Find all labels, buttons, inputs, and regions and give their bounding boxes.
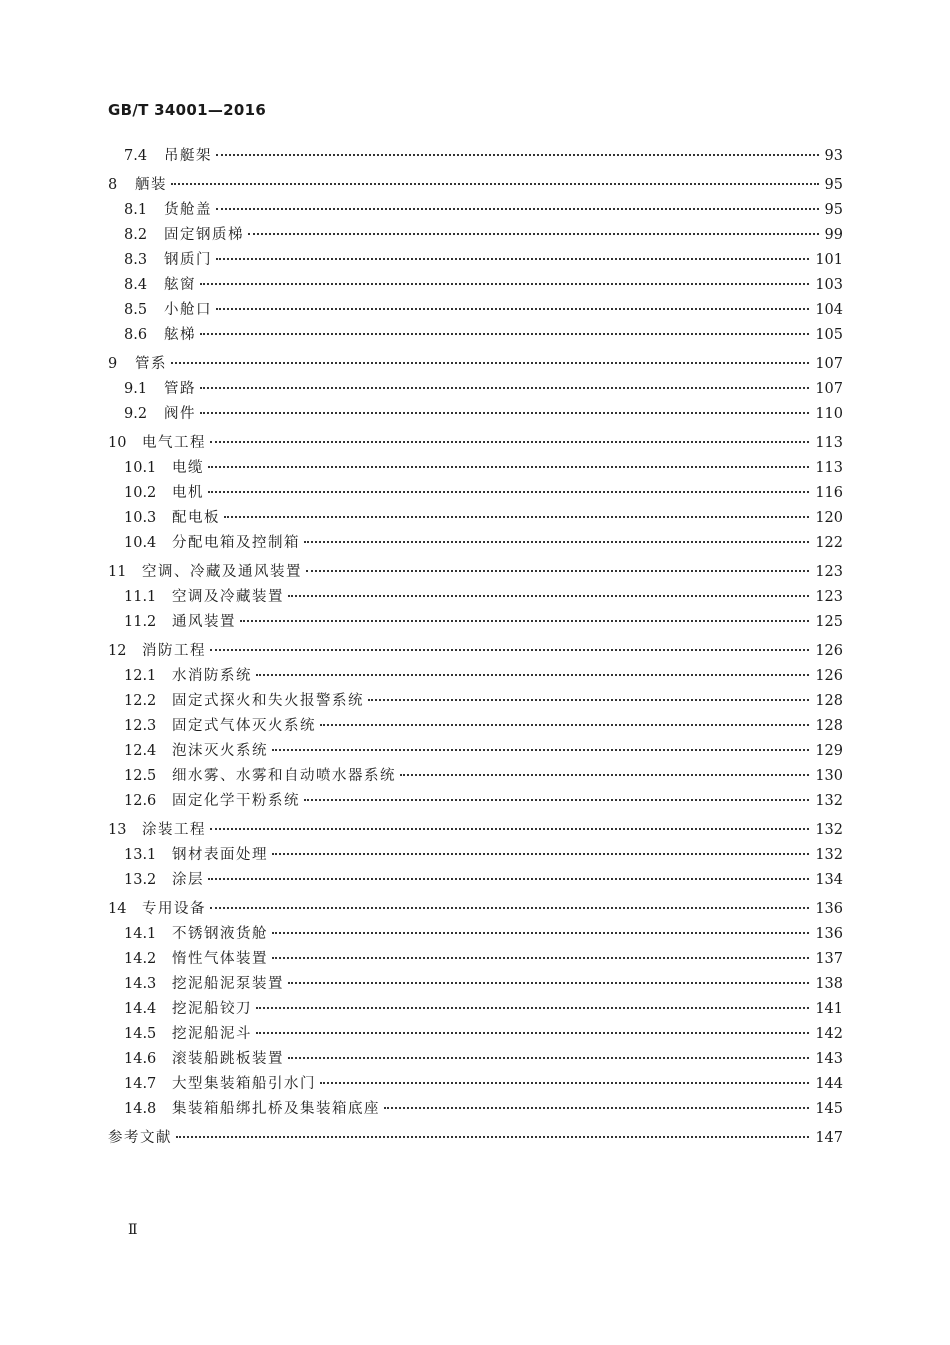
toc-entry-page: 107 bbox=[815, 381, 843, 397]
dot-leader bbox=[171, 183, 819, 185]
dot-leader bbox=[304, 799, 809, 801]
dot-leader bbox=[176, 1136, 809, 1138]
toc-entry-title: 集装箱船绑扎桥及集装箱底座 bbox=[172, 1101, 380, 1117]
toc-entry[interactable] bbox=[108, 972, 843, 997]
toc-entry-page: 125 bbox=[815, 614, 843, 630]
toc-entry-number: 14.7 bbox=[124, 1076, 157, 1092]
toc-entry[interactable] bbox=[108, 173, 843, 198]
dot-leader bbox=[208, 466, 809, 468]
dot-leader bbox=[200, 387, 809, 389]
toc-entry-title: 空调及冷藏装置 bbox=[172, 589, 284, 605]
toc-entry-page: 101 bbox=[815, 252, 843, 268]
dot-leader bbox=[240, 620, 809, 622]
toc-entry-page: 95 bbox=[824, 177, 843, 193]
toc-entry-number: 14.8 bbox=[124, 1101, 157, 1117]
toc-entry-number: 9 bbox=[108, 356, 118, 372]
toc-entry-page: 132 bbox=[815, 847, 843, 863]
dot-leader bbox=[304, 541, 809, 543]
toc-entry-title: 钢质门 bbox=[164, 252, 212, 268]
toc-entry[interactable] bbox=[108, 1072, 843, 1097]
toc-entry-title: 消防工程 bbox=[142, 643, 206, 659]
toc-entry-page: 95 bbox=[824, 202, 843, 218]
toc-entry-number: 8.5 bbox=[124, 302, 148, 318]
dot-leader bbox=[224, 516, 809, 518]
dot-leader bbox=[216, 154, 819, 156]
toc-entry-number: 8.4 bbox=[124, 277, 148, 293]
toc-entry[interactable] bbox=[108, 248, 843, 273]
dot-leader bbox=[288, 595, 809, 597]
toc-entry-title: 管系 bbox=[135, 356, 167, 372]
toc-entry-title: 不锈钢液货舱 bbox=[172, 926, 268, 942]
toc-entry-number: 11.1 bbox=[124, 589, 157, 605]
dot-leader bbox=[272, 932, 809, 934]
toc-entry-number: 12.4 bbox=[124, 743, 157, 759]
toc-entry-page: 134 bbox=[815, 872, 843, 888]
toc-entry[interactable] bbox=[108, 531, 843, 556]
toc-entry-number: 14.1 bbox=[124, 926, 157, 942]
table-of-contents bbox=[108, 144, 843, 1151]
toc-entry-page: 143 bbox=[815, 1051, 843, 1067]
toc-entry-number: 11.2 bbox=[124, 614, 157, 630]
toc-entry[interactable] bbox=[108, 922, 843, 947]
dot-leader bbox=[200, 412, 809, 414]
toc-entry-number: 12.5 bbox=[124, 768, 157, 784]
dot-leader bbox=[210, 649, 809, 651]
toc-entry-title: 固定式气体灭火系统 bbox=[172, 718, 316, 734]
toc-entry-number: 14.6 bbox=[124, 1051, 157, 1067]
toc-entry-number: 12 bbox=[108, 643, 127, 659]
toc-entry-number: 10 bbox=[108, 435, 127, 451]
toc-entry-number: 14.4 bbox=[124, 1001, 157, 1017]
toc-entry[interactable] bbox=[108, 739, 843, 764]
toc-entry-title: 泡沫灭火系统 bbox=[172, 743, 268, 759]
dot-leader bbox=[216, 258, 809, 260]
toc-entry-page: 113 bbox=[815, 460, 843, 476]
toc-entry[interactable] bbox=[108, 223, 843, 248]
toc-entry-title: 固定式探火和失火报警系统 bbox=[172, 693, 364, 709]
toc-entry-page: 145 bbox=[815, 1101, 843, 1117]
toc-entry[interactable] bbox=[108, 585, 843, 610]
toc-entry-number: 8.1 bbox=[124, 202, 148, 218]
toc-entry-number: 14.5 bbox=[124, 1026, 157, 1042]
toc-entry-title: 空调、冷藏及通风装置 bbox=[142, 564, 302, 580]
toc-entry-page: 99 bbox=[824, 227, 843, 243]
dot-leader bbox=[210, 907, 809, 909]
toc-entry-title: 细水雾、水雾和自动喷水器系统 bbox=[172, 768, 396, 784]
toc-entry[interactable] bbox=[108, 689, 843, 714]
toc-entry[interactable] bbox=[108, 431, 843, 456]
toc-entry-page: 129 bbox=[815, 743, 843, 759]
toc-entry-title: 小舱口 bbox=[164, 302, 212, 318]
toc-entry[interactable] bbox=[108, 947, 843, 972]
toc-entry-page: 123 bbox=[815, 564, 843, 580]
toc-entry[interactable] bbox=[108, 273, 843, 298]
toc-entry-page: 104 bbox=[815, 302, 843, 318]
dot-leader bbox=[200, 333, 809, 335]
toc-entry-title: 滚装船跳板装置 bbox=[172, 1051, 284, 1067]
toc-entry-title: 专用设备 bbox=[142, 901, 206, 917]
toc-entry-page: 103 bbox=[815, 277, 843, 293]
toc-entry[interactable] bbox=[108, 1097, 843, 1122]
toc-entry[interactable] bbox=[108, 610, 843, 635]
toc-entry-page: 116 bbox=[815, 485, 843, 501]
toc-entry-number: 10.3 bbox=[124, 510, 157, 526]
toc-entry-page: 137 bbox=[815, 951, 843, 967]
toc-entry-page: 110 bbox=[815, 406, 843, 422]
dot-leader bbox=[208, 491, 809, 493]
toc-entry-title: 吊艇架 bbox=[164, 148, 212, 164]
toc-entry-page: 136 bbox=[815, 926, 843, 942]
page-number: Ⅱ bbox=[128, 1222, 138, 1238]
toc-entry-number: 12.6 bbox=[124, 793, 157, 809]
toc-entry[interactable] bbox=[108, 868, 843, 893]
dot-leader bbox=[272, 957, 809, 959]
toc-entry[interactable] bbox=[108, 843, 843, 868]
dot-leader bbox=[320, 1082, 809, 1084]
toc-entry[interactable] bbox=[108, 897, 843, 922]
dot-leader bbox=[400, 774, 809, 776]
toc-entry-page: 126 bbox=[815, 668, 843, 684]
toc-entry-number: 12.1 bbox=[124, 668, 157, 684]
toc-entry[interactable] bbox=[108, 377, 843, 402]
toc-entry[interactable] bbox=[108, 1022, 843, 1047]
toc-entry-page: 141 bbox=[815, 1001, 843, 1017]
toc-entry-number: 12.3 bbox=[124, 718, 157, 734]
dot-leader bbox=[320, 724, 809, 726]
toc-entry[interactable] bbox=[108, 456, 843, 481]
toc-entry-number: 12.2 bbox=[124, 693, 157, 709]
toc-entry-page: 122 bbox=[815, 535, 843, 551]
dot-leader bbox=[272, 853, 809, 855]
toc-entry[interactable] bbox=[108, 560, 843, 585]
dot-leader bbox=[306, 570, 809, 572]
toc-entry-title: 挖泥船泥斗 bbox=[172, 1026, 252, 1042]
toc-entry[interactable] bbox=[108, 789, 843, 814]
toc-entry-page: 144 bbox=[815, 1076, 843, 1092]
dot-leader bbox=[248, 233, 819, 235]
toc-entry[interactable] bbox=[108, 323, 843, 348]
toc-entry-number: 13.2 bbox=[124, 872, 157, 888]
dot-leader bbox=[200, 283, 809, 285]
dot-leader bbox=[208, 878, 809, 880]
toc-entry[interactable] bbox=[108, 664, 843, 689]
dot-leader bbox=[210, 828, 809, 830]
toc-entry-page: 142 bbox=[815, 1026, 843, 1042]
toc-entry[interactable] bbox=[108, 352, 843, 377]
toc-entry-page: 105 bbox=[815, 327, 843, 343]
toc-entry[interactable] bbox=[108, 714, 843, 739]
dot-leader bbox=[256, 1032, 809, 1034]
toc-entry-number: 13 bbox=[108, 822, 127, 838]
toc-entry-page: 138 bbox=[815, 976, 843, 992]
toc-entry-page: 132 bbox=[815, 822, 843, 838]
toc-entry-number: 11 bbox=[108, 564, 127, 580]
toc-entry-number: 7.4 bbox=[124, 148, 148, 164]
toc-entry-number: 8.3 bbox=[124, 252, 148, 268]
toc-entry-title: 阀件 bbox=[164, 406, 196, 422]
toc-entry-title: 电机 bbox=[172, 485, 204, 501]
toc-entry-title: 水消防系统 bbox=[172, 668, 252, 684]
toc-entry-page: 120 bbox=[815, 510, 843, 526]
toc-entry-title: 大型集装箱船引水门 bbox=[172, 1076, 316, 1092]
toc-entry-number: 10.2 bbox=[124, 485, 157, 501]
toc-entry-title: 舷梯 bbox=[164, 327, 196, 343]
toc-entry-number: 8.6 bbox=[124, 327, 148, 343]
dot-leader bbox=[368, 699, 809, 701]
toc-entry[interactable] bbox=[108, 818, 843, 843]
toc-entry-number: 14.2 bbox=[124, 951, 157, 967]
toc-entry-number: 10.4 bbox=[124, 535, 157, 551]
toc-entry-number: 13.1 bbox=[124, 847, 157, 863]
toc-entry-title: 配电板 bbox=[172, 510, 220, 526]
toc-entry-page: 113 bbox=[815, 435, 843, 451]
toc-entry-title: 惰性气体装置 bbox=[172, 951, 268, 967]
toc-entry-page: 128 bbox=[815, 718, 843, 734]
dot-leader bbox=[272, 749, 809, 751]
dot-leader bbox=[216, 308, 809, 310]
dot-leader bbox=[171, 362, 809, 364]
toc-entry[interactable] bbox=[108, 639, 843, 664]
toc-entry-title: 通风装置 bbox=[172, 614, 236, 630]
toc-entry-title: 固定钢质梯 bbox=[164, 227, 244, 243]
dot-leader bbox=[210, 441, 809, 443]
toc-entry-number: 9.1 bbox=[124, 381, 148, 397]
toc-entry-title: 管路 bbox=[164, 381, 196, 397]
toc-entry-number: 9.2 bbox=[124, 406, 148, 422]
toc-entry[interactable] bbox=[108, 764, 843, 789]
toc-entry[interactable] bbox=[108, 997, 843, 1022]
toc-entry-number: 14 bbox=[108, 901, 127, 917]
toc-entry-title: 电缆 bbox=[172, 460, 204, 476]
toc-entry-page: 107 bbox=[815, 356, 843, 372]
toc-entry-title: 涂层 bbox=[172, 872, 204, 888]
toc-entry-page: 126 bbox=[815, 643, 843, 659]
dot-leader bbox=[384, 1107, 809, 1109]
toc-entry-title: 挖泥船铰刀 bbox=[172, 1001, 252, 1017]
toc-entry-title: 钢材表面处理 bbox=[172, 847, 268, 863]
toc-entry[interactable] bbox=[108, 1047, 843, 1072]
toc-entry-title: 涂装工程 bbox=[142, 822, 206, 838]
toc-entry-number: 14.3 bbox=[124, 976, 157, 992]
toc-entry-title: 挖泥船泥泵装置 bbox=[172, 976, 284, 992]
dot-leader bbox=[288, 1057, 809, 1059]
toc-entry-page: 128 bbox=[815, 693, 843, 709]
toc-entry-title: 电气工程 bbox=[142, 435, 206, 451]
toc-entry-page: 93 bbox=[824, 148, 843, 164]
standard-code: GB/T 34001—2016 bbox=[108, 101, 267, 119]
toc-entry-number: 8.2 bbox=[124, 227, 148, 243]
dot-leader bbox=[256, 1007, 809, 1009]
toc-entry-title: 货舱盖 bbox=[164, 202, 212, 218]
toc-entry[interactable] bbox=[108, 198, 843, 223]
toc-entry-title: 舷窗 bbox=[164, 277, 196, 293]
toc-entry-page: 132 bbox=[815, 793, 843, 809]
dot-leader bbox=[256, 674, 809, 676]
toc-entry-page: 130 bbox=[815, 768, 843, 784]
toc-entry-page: 147 bbox=[815, 1130, 843, 1146]
dot-leader bbox=[216, 208, 819, 210]
toc-entry[interactable] bbox=[108, 1126, 843, 1151]
toc-entry-title: 固定化学干粉系统 bbox=[172, 793, 300, 809]
toc-entry[interactable] bbox=[108, 402, 843, 427]
toc-entry-title: 舾装 bbox=[135, 177, 167, 193]
toc-entry-number: 8 bbox=[108, 177, 118, 193]
toc-entry-page: 136 bbox=[815, 901, 843, 917]
toc-entry-title: 参考文献 bbox=[108, 1130, 172, 1146]
toc-entry[interactable] bbox=[108, 144, 843, 169]
toc-entry[interactable] bbox=[108, 506, 843, 531]
toc-entry[interactable] bbox=[108, 298, 843, 323]
dot-leader bbox=[288, 982, 809, 984]
toc-entry-number: 10.1 bbox=[124, 460, 157, 476]
toc-entry[interactable] bbox=[108, 481, 843, 506]
toc-entry-page: 123 bbox=[815, 589, 843, 605]
toc-entry-title: 分配电箱及控制箱 bbox=[172, 535, 300, 551]
